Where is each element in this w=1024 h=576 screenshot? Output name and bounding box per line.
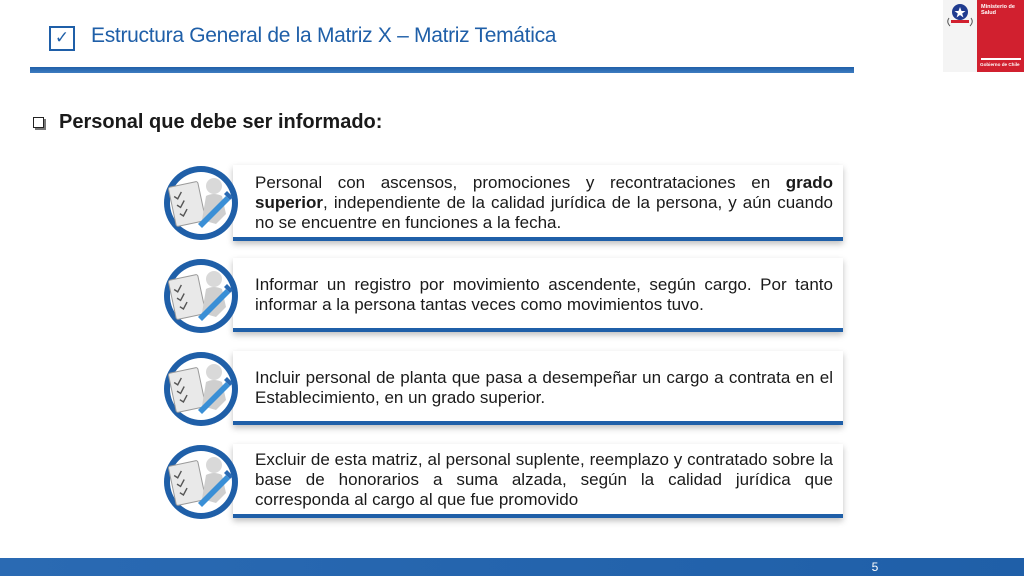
list-item-card-3 bbox=[233, 351, 843, 425]
item-text: Incluir personal de planta que pasa a desempeñar un cargo a contrata en el Establecimiento, en un grado superior. bbox=[255, 368, 833, 407]
item-text-bold: grado superior bbox=[255, 173, 833, 212]
item-text-pre: Personal con ascensos, promociones y recontrataciones en bbox=[255, 173, 786, 192]
checkmark-box-icon: ✓ bbox=[49, 26, 75, 51]
list-item-text-1 bbox=[255, 173, 833, 233]
checklist-person-icon bbox=[162, 164, 240, 242]
logo-footer-text: Gobierno de Chile bbox=[980, 62, 1020, 67]
list-item-text-4 bbox=[255, 450, 833, 510]
logo-line-2: Salud bbox=[981, 10, 996, 16]
item-text: Excluir de esta matriz, al personal suplente, reemplazo y contratado sobre la base de honorarios a suma alzada, según la calidad jurídica que corresponda al cargo al que fue promovido bbox=[255, 450, 833, 509]
item-text-post: , independiente de la calidad jurídica de la persona, y aún cuando no se encuentre en funciones a la fecha. bbox=[255, 193, 833, 232]
ministry-logo bbox=[943, 0, 1024, 72]
list-item-card-4 bbox=[233, 444, 843, 518]
checklist-person-icon bbox=[162, 257, 240, 335]
list-item-text-2 bbox=[255, 275, 833, 315]
square-bullet-icon bbox=[33, 117, 44, 128]
page-number: 5 bbox=[871, 560, 879, 574]
list-item-text-3 bbox=[255, 368, 833, 408]
item-text: Informar un registro por movimiento ascendente, según cargo. Por tanto informar a la persona tantas veces como movimientos tuvo. bbox=[255, 275, 833, 314]
section-heading: Personal que debe ser informado: bbox=[59, 111, 383, 133]
checklist-person-icon bbox=[162, 443, 240, 521]
list-item-card-1 bbox=[233, 165, 843, 241]
list-item-card-2 bbox=[233, 258, 843, 332]
title-underline bbox=[30, 67, 854, 73]
checklist-person-icon bbox=[162, 350, 240, 428]
slide-title: Estructura General de la Matriz X – Matriz Temática bbox=[91, 24, 557, 47]
logo-line-1: Ministerio de bbox=[981, 4, 1015, 10]
